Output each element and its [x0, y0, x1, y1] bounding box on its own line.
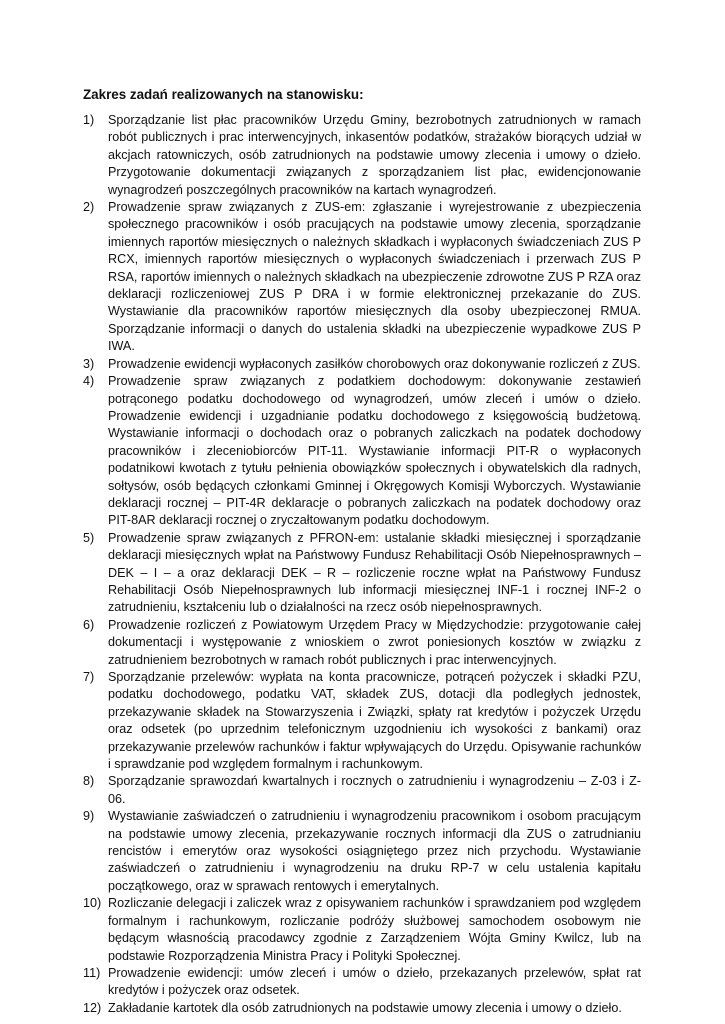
item-number: 4) — [83, 374, 95, 389]
item-number: 3) — [83, 356, 95, 371]
item-number: 11) — [83, 965, 101, 980]
item-text: Prowadzenie ewidencji: umów zleceń i umów o dzieło, przekazanych przelewów, spłat rat kredytów i pożyczek oraz odsetek. — [108, 965, 641, 998]
item-number: 9) — [83, 809, 95, 824]
task-item — [83, 356, 641, 373]
item-number: 12) — [83, 1000, 102, 1015]
task-item — [83, 773, 641, 808]
item-number: 7) — [83, 670, 95, 684]
task-item — [83, 669, 641, 773]
item-text: Zakładanie kartotek dla osób zatrudnionych na podstawie umowy zlecenia i umowy o dzieło. — [108, 1000, 622, 1015]
page-heading: Zakres zadań realizowanych na stanowisku: — [83, 87, 364, 102]
task-item — [83, 1000, 641, 1017]
item-text: Sporządzanie sprawozdań kwartalnych i rocznych o zatrudnieniu i wynagrodzeniu – Z-03 i Z-06. — [108, 774, 641, 806]
item-text: Sporządzanie list płac pracowników Urzędu Gminy, bezrobotnych zatrudnionych w ramach robót publicznych i prac interwencyjnych, inkasentów podatków, strażaków biorących udział w akcjach ratowniczych, osób zatrudnionych na podstawie umowy zlecenia i umowy o dzieło. Przygotowanie dokumentacji związanych z sporządzaniem list płac, ewidencjonowanie wynagrodzeń poszczególnych pracowników na kartach wynagrodzeń. — [108, 113, 641, 197]
item-text: Wystawianie zaświadczeń o zatrudnieniu i wynagrodzeniu pracownikom i osobom pracującym na podstawie umowy zlecenia, przekazywanie rocznych informacji dla ZUS o zatrudnianiu rencistów i emerytów oraz wysokości osiągniętego przez nich przychodu. Wystawianie zaświadczeń o zatrudnieniu i wynagrodzeniu na druku RP-7 w celu ustalenia kapitału początkowego, oraz w sprawach rentowych i emerytalnych. — [108, 809, 641, 893]
task-item — [83, 112, 641, 199]
item-number: 1) — [83, 113, 95, 127]
item-text: Prowadzenie rozliczeń z Powiatowym Urzędem Pracy w Międzychodzie: przygotowanie całej dokumentacji i występowanie z wnioskiem o zwrot poniesionych kosztów w związku z zatrudnieniem bezrobotnych w ramach robót publicznych i prac interwencyjnych. — [108, 617, 641, 667]
task-item — [83, 965, 641, 1000]
task-item — [83, 530, 641, 617]
task-item — [83, 373, 641, 530]
item-text: Prowadzenie spraw związanych z ZUS-em: zgłaszanie i wyrejestrowanie z ubezpieczenia społecznego pracowników i osób pracujących na podstawie umowy zlecenia, sporządzanie imiennych raportów miesięcznych o należnych składkach i wypłaconych świadczeniach ZUS P RCX, imiennych raportów miesięcznych o wypłaconych świadczeniach i przerwach ZUS P RSA, raportów imiennych o należnych składkach na ubezpieczenie zdrowotne ZUS P RZA oraz deklaracji rozliczeniowej ZUS P DRA i w formie elektronicznej przekazanie do ZUS. Wystawianie dla pracowników raportów miesięcznych dla osoby ubezpieczonej RMUA. Sporządzanie informacji o danych do ustalenia składki na ubezpieczenie wypadkowe ZUS P IWA. — [108, 200, 641, 354]
task-list — [83, 112, 641, 1017]
item-number: 5) — [83, 530, 95, 545]
item-number: 6) — [83, 617, 95, 632]
item-text: Sporządzanie przelewów: wypłata na konta pracownicze, potrąceń pożyczek i składki PZU, podatku dochodowego, podatku VAT, składek ZUS, dotacji dla podległych jednostek, przekazywanie składek na Stowarzyszenia i Związki, spłaty rat kredytów i pożyczek Urzędu oraz odsetek (po uprzednim telefonicznym uzgodnieniu ich wysokości z bankami) oraz przekazywanie przelewów rachunków i faktur wpływających do Urzędu. Opisywanie rachunków i sprawdzanie pod względem formalnym i rachunkowym. — [108, 670, 641, 772]
item-text: Rozliczanie delegacji i zaliczek wraz z opisywaniem rachunków i sprawdzaniem pod względem formalnym i rachunkowym, rozliczanie podróży służbowej samochodem osobowym nie będącym własnością pracodawcy zgodnie z Zarządzeniem Wójta Gminy Kwilcz, lub na podstawie Rozporządzenia Ministra Pracy i Polityki Społecznej. — [108, 896, 641, 963]
item-text: Prowadzenie spraw związanych z podatkiem dochodowym: dokonywanie zestawień potrąconego podatku dochodowego od wynagrodzeń, umów zleceń i umów o dzieło. Prowadzenie ewidencji i uzgadnianie podatku dochodowego z księgowością budżetową. Wystawianie informacji o dochodach oraz o pobranych zaliczkach na podatek dochodowy pracowników i zleceniobiorców PIT-11. Wystawianie informacji PIT-R o wypłaconych podatnikowi kwotach z tytułu pełnienia obowiązków społecznych i obywatelskich dla radnych, sołtysów, osób będących członkami Gminnej i Okręgowych Komisji Wyborczych. Wystawianie deklaracji rocznej – PIT-4R deklaracje o pobranych zaliczkach na podatek dochodowy oraz PIT-8AR deklaracji rocznej o zryczałtowanym podatku dochodowym. — [108, 374, 641, 528]
item-text: Prowadzenie ewidencji wypłaconych zasiłków chorobowych oraz dokonywanie rozliczeń z ZUS. — [108, 356, 641, 371]
task-item — [83, 199, 641, 356]
task-item — [83, 617, 641, 669]
task-item — [83, 895, 641, 965]
item-number: 8) — [83, 774, 95, 789]
item-number: 2) — [83, 200, 95, 215]
task-item — [83, 808, 641, 895]
item-text: Prowadzenie spraw związanych z PFRON-em: ustalanie składki miesięcznej i sporządzanie deklaracji miesięcznych wpłat na Państwowy Fundusz Rehabilitacji Osób Niepełnosprawnych – DEK – I – a oraz deklaracji DEK – R – rozliczenie roczne wpłat na Państwowy Fundusz Rehabilitacji Osób Niepełnosprawnych lub informacji miesięcznej INF-1 i rocznej INF-2 o zatrudnieniu, kształceniu lub o działalności na rzecz osób niepełnosprawnych. — [108, 530, 641, 615]
item-number: 10) — [83, 896, 102, 911]
